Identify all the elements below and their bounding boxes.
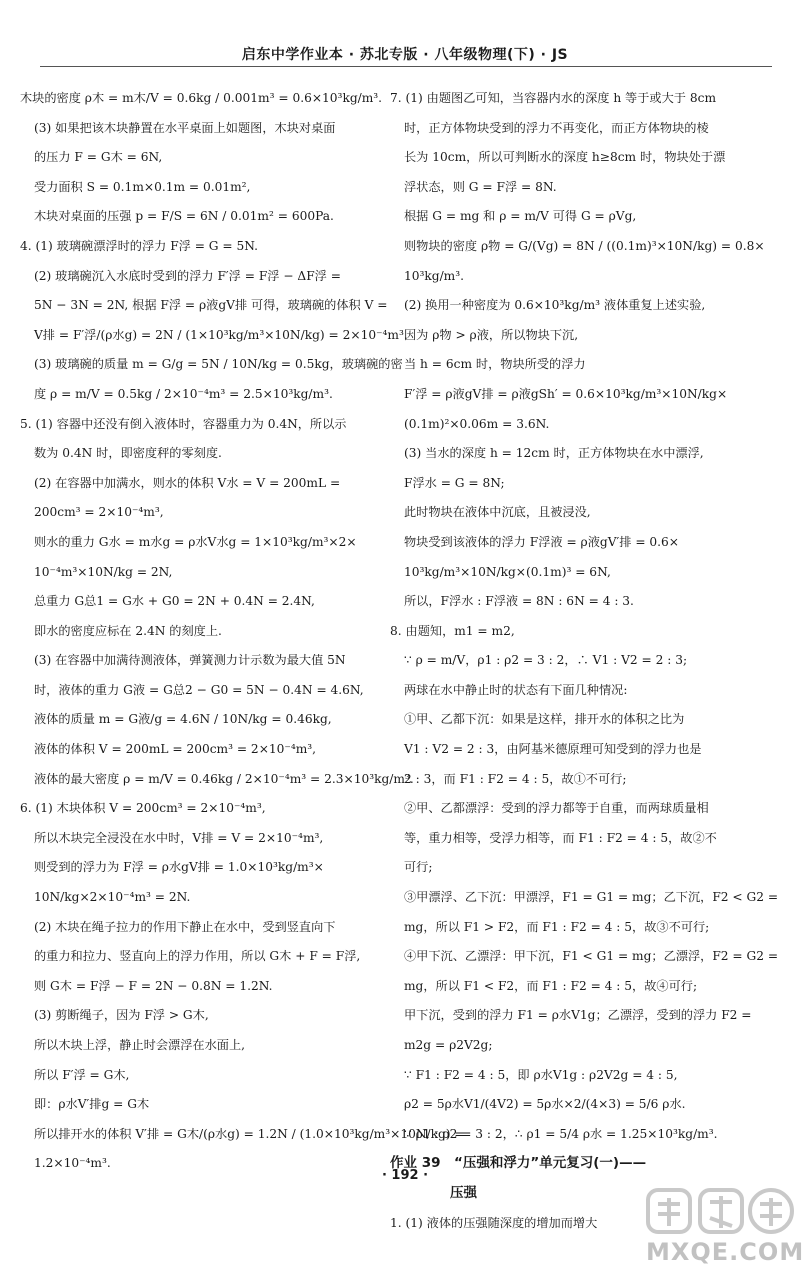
- text-line: 2 : 3，而 F1 : F2 = 4 : 5，故①不可行;: [404, 771, 627, 786]
- text-line: 的重力和拉力、竖直向上的浮力作用，所以 G木 + F = F浮,: [34, 949, 361, 964]
- text-line: ρ2 = 5ρ水V1/(4V2) = 5ρ水×2/(4×3) = 5/6 ρ水.: [404, 1097, 686, 1112]
- section-title: 作业 39 “压强和浮力”单元复习(一)——: [390, 1155, 647, 1172]
- text-line: 总重力 G总1 = G水 + G0 = 2N + 0.4N = 2.4N,: [34, 594, 315, 609]
- text-line: (3) 当水的深度 h = 12cm 时，正方体物块在水中漂浮,: [404, 446, 704, 461]
- text-line: (0.1m)²×0.06m = 3.6N.: [404, 416, 550, 431]
- text-line: ∵ ρ1 : ρ2 = 3 : 2，∴ ρ1 = 5/4 ρ水 = 1.25×10³kg/m³.: [404, 1126, 718, 1141]
- text-line: 时，正方体物块受到的浮力不再变化，而正方体物块的棱: [404, 120, 709, 135]
- text-line: (2) 换用一种密度为 0.6×10³kg/m³ 液体重复上述实验,: [404, 298, 706, 313]
- text-line: 甲下沉，受到的浮力 F1 = ρ水V1g；乙漂浮，受到的浮力 F2 =: [404, 1008, 752, 1023]
- text-line: 等，重力相等，受浮力相等，而 F1 : F2 = 4 : 5，故②不: [404, 830, 717, 845]
- watermark: [646, 1186, 805, 1272]
- text-line: 1.2×10⁻⁴m³.: [34, 1156, 111, 1171]
- text-line: 度 ρ = m/V = 0.5kg / 2×10⁻⁴m³ = 2.5×10³kg/m³.: [34, 386, 333, 401]
- text-line: 液体的最大密度 ρ = m/V = 0.46kg / 2×10⁻⁴m³ = 2.3×10³kg/m³.: [34, 771, 414, 786]
- text-line: 4. (1) 玻璃碗漂浮时的浮力 F浮 = G = 5N.: [20, 238, 259, 253]
- text-line: 长为 10cm，所以可判断水的深度 h≥8cm 时，物块处于漂: [404, 150, 726, 165]
- text-line: 当 h = 6cm 时，物块所受的浮力: [404, 357, 586, 372]
- text-line: ③甲漂浮、乙下沉：甲漂浮，F1 = G1 = mg；乙下沉，F2 < G2 =: [404, 890, 779, 905]
- text-line: 8. 由题知，m1 = m2,: [390, 623, 515, 638]
- text-line: 数为 0.4N 时，即密度秤的零刻度.: [34, 446, 222, 461]
- text-line: 10⁻⁴m³×10N/kg = 2N,: [34, 564, 173, 579]
- text-line: 所以木块完全浸没在水中时，V排 = V = 2×10⁻⁴m³,: [34, 830, 324, 845]
- text-line: 因为 ρ物 > ρ液，所以物块下沉,: [404, 327, 579, 342]
- text-line: 6. (1) 木块体积 V = 200cm³ = 2×10⁻⁴m³,: [20, 801, 266, 816]
- text-line: 10N/kg×2×10⁻⁴m³ = 2N.: [34, 890, 191, 905]
- right-column-lines: [390, 84, 788, 1149]
- right-column: [390, 84, 788, 1238]
- text-line: mg，所以 F1 > F2，而 F1 : F2 = 4 : 5，故③不可行;: [404, 919, 710, 934]
- text-line: 即水的密度应标在 2.4N 的刻度上.: [34, 623, 222, 638]
- text-line: 液体的体积 V = 200mL = 200cm³ = 2×10⁻⁴m³,: [34, 742, 317, 757]
- text-line: 木块的密度 ρ木 = m木/V = 0.6kg / 0.001m³ = 0.6×10³kg/m³.: [20, 91, 383, 105]
- text-line: V1 : V2 = 2 : 3，由阿基米德原理可知受到的浮力也是: [404, 742, 702, 757]
- text-line: mg，所以 F1 < F2，而 F1 : F2 = 4 : 5，故④可行;: [404, 978, 698, 993]
- text-line: 受力面积 S = 0.1m×0.1m = 0.01m²,: [34, 179, 251, 194]
- text-line: 浮状态，则 G = F浮 = 8N.: [404, 179, 557, 194]
- text-line: 物块受到该液体的浮力 F浮液 = ρ液gV′排 = 0.6×: [404, 534, 680, 549]
- text-line: 5N − 3N = 2N, 根据 F浮 = ρ液gV排 可得，玻璃碗的体积 V =: [34, 298, 388, 313]
- text-line: V排 = F′浮/(ρ水g) = 2N / (1×10³kg/m³×10N/kg) = 2×10⁻⁴m³.: [34, 327, 408, 342]
- text-line: m2g = ρ2V2g;: [404, 1038, 493, 1052]
- text-line: 的压力 F = G木 = 6N,: [34, 150, 163, 165]
- text-line: (2) 玻璃碗沉入水底时受到的浮力 F′浮 = F浮 − ΔF浮 =: [34, 268, 341, 283]
- text-line: 所以 F′浮 = G木,: [34, 1067, 130, 1082]
- text-line: 5. (1) 容器中还没有倒入液体时，容器重力为 0.4N，所以示: [20, 416, 347, 431]
- text-line: 此时物块在液体中沉底，且被浸没,: [404, 505, 591, 520]
- text-line: ④甲下沉、乙漂浮：甲下沉，F1 < G1 = mg；乙漂浮，F2 = G2 =: [404, 949, 779, 964]
- text-line: 10³kg/m³×10N/kg×(0.1m)³ = 6N,: [404, 564, 611, 579]
- text-line: 则物块的密度 ρ物 = G/(Vg) = 8N / ((0.1m)³×10N/kg) = 0.8×: [404, 238, 765, 253]
- text-line: 根据 G = mg 和 ρ = m/V 可得 G = ρVg,: [404, 209, 637, 224]
- section-subtitle: 压强: [450, 1184, 477, 1201]
- section-first-line: 1. (1) 液体的压强随深度的增加而增大: [390, 1215, 598, 1230]
- text-line: ②甲、乙都漂浮：受到的浮力都等于自重，而两球质量相: [404, 801, 709, 816]
- text-line: 可行;: [404, 860, 433, 875]
- text-line: 则 G木 = F浮 − F = 2N − 0.8N = 1.2N.: [34, 978, 273, 993]
- text-line: 10³kg/m³.: [404, 268, 465, 283]
- running-header: 启东中学作业本 · 苏北专版 · 八年级物理(下) · JS: [241, 47, 569, 63]
- page-number: · 192 ·: [381, 1168, 429, 1183]
- text-line: (2) 木块在绳子拉力的作用下静止在水中，受到竖直向下: [34, 919, 336, 934]
- text-line: 7. (1) 由题图乙可知，当容器内水的深度 h 等于或大于 8cm: [390, 91, 716, 105]
- watermark-url: MXQE.COM: [646, 1238, 805, 1266]
- text-line: 液体的质量 m = G液/g = 4.6N / 10N/kg = 0.46kg,: [34, 712, 332, 727]
- text-line: 两球在水中静止时的状态有下面几种情况:: [404, 682, 628, 697]
- text-line: (3) 玻璃碗的质量 m = G/g = 5N / 10N/kg = 0.5kg，玻璃碗的密: [34, 357, 403, 372]
- text-line: F′浮 = ρ液gV排 = ρ液gSh′ = 0.6×10³kg/m³×10N/kg×: [404, 386, 728, 401]
- text-line: (3) 在容器中加满待测液体，弹簧测力计示数为最大值 5N: [34, 653, 346, 668]
- watermark-logo-icon: [646, 1186, 796, 1236]
- text-line: 时，液体的重力 G液 = G总2 − G0 = 5N − 0.4N = 4.6N,: [34, 682, 364, 697]
- text-line: ①甲、乙都下沉：如果是这样，排开水的体积之比为: [404, 712, 685, 727]
- text-line: (3) 如果把该木块静置在水平桌面上如题图，木块对桌面: [34, 120, 336, 135]
- text-line: 木块对桌面的压强 p = F/S = 6N / 0.01m² = 600Pa.: [34, 209, 334, 224]
- text-line: F浮水 = G = 8N;: [404, 475, 505, 490]
- text-line: 所以，F浮水 : F浮液 = 8N : 6N = 4 : 3.: [404, 594, 634, 609]
- text-line: ∵ ρ = m/V，ρ1 : ρ2 = 3 : 2，∴ V1 : V2 = 2 : 3;: [404, 653, 688, 668]
- text-line: 则水的重力 G水 = m水g = ρ水V水g = 1×10³kg/m³×2×: [34, 534, 357, 549]
- header-divider: [40, 66, 772, 67]
- text-line: 则受到的浮力为 F浮 = ρ水gV排 = 1.0×10³kg/m³×: [34, 860, 324, 875]
- text-line: 200cm³ = 2×10⁻⁴m³,: [34, 505, 164, 520]
- text-line: 所以木块上浮，静止时会漂浮在水面上,: [34, 1038, 246, 1052]
- text-line: ∵ F1 : F2 = 4 : 5，即 ρ水V1g : ρ2V2g = 4 : 5,: [404, 1067, 678, 1082]
- text-line: 即：ρ水V′排g = G木: [34, 1097, 150, 1112]
- text-line: (3) 剪断绳子，因为 F浮 > G木,: [34, 1008, 209, 1023]
- text-line: 所以排开水的体积 V′排 = G木/(ρ水g) = 1.2N / (1.0×10³kg/m³×10N/kg) =: [34, 1126, 465, 1141]
- text-line: (2) 在容器中加满水，则水的体积 V水 = V = 200mL =: [34, 475, 341, 490]
